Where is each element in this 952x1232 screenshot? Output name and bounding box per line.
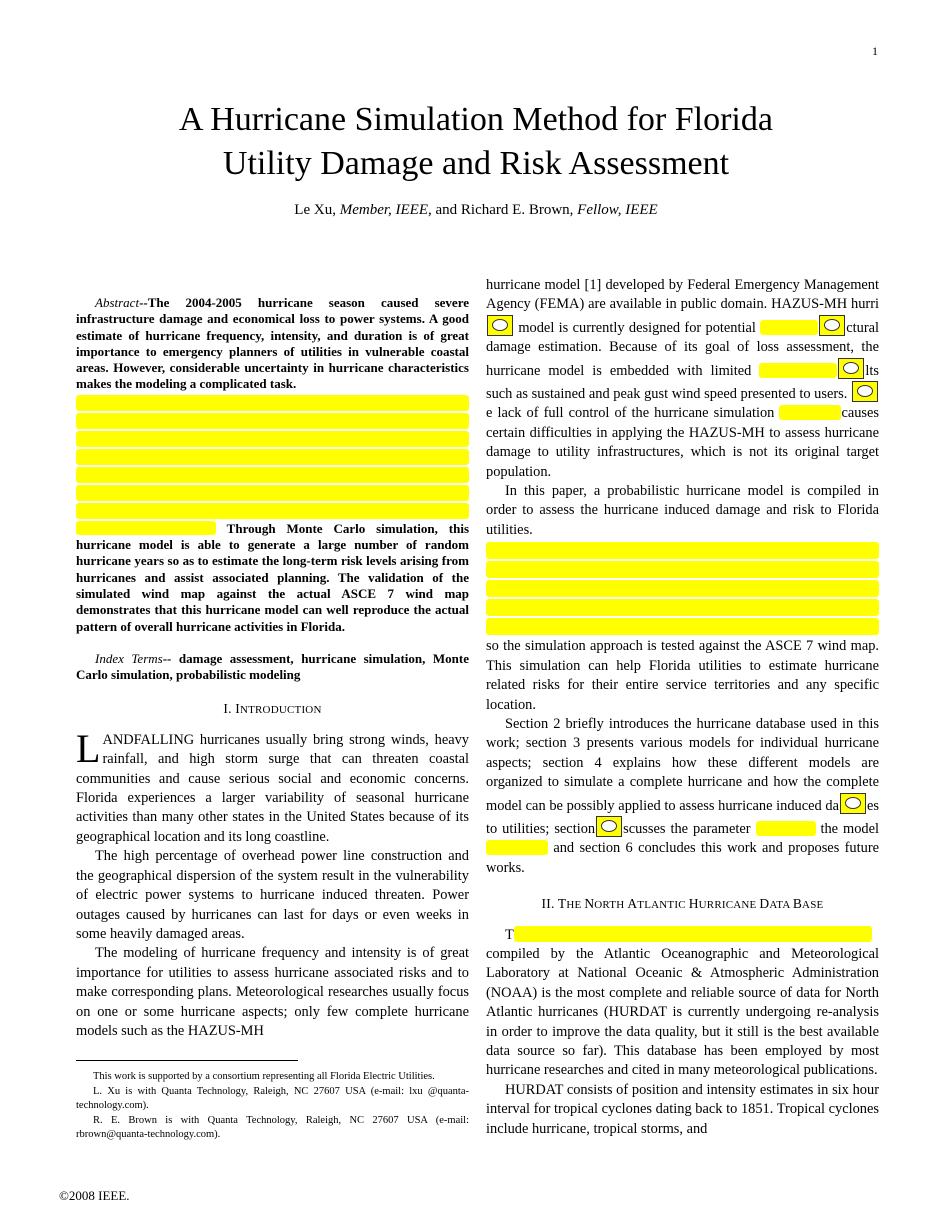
section-1-paragraph-1: LANDFALLING hurricanes usually bring strong winds, heavy rainfall, and high storm surge that can threaten coastal communities and cause serious social and economic concerns. Florida experiences a larger variability of seasonal hurricane activities than many other states in the United States because of its geographical location and its long coastline. xyxy=(76,725,469,845)
author-1-role: Member, IEEE xyxy=(339,202,429,218)
copyright-notice: ©2008 IEEE. xyxy=(59,1188,130,1203)
index-terms: Index Terms-- damage assessment, hurricane simulation, Monte Carlo simulation, probabilistic modeling xyxy=(76,650,469,683)
highlight-mark xyxy=(486,599,879,616)
abstract-redacted-highlight xyxy=(76,395,469,519)
right-column xyxy=(486,276,879,1139)
highlight-mark xyxy=(76,521,216,535)
title-line-2: Utility Damage and Risk Assessment xyxy=(222,145,730,182)
abstract: Abstract--The 2004-2005 hurricane season caused severe infrastructure damage and economical loss to power systems. A good estimate of hurricane frequency, intensity, and duration is of great importance to emergency planners of utilities in vulnerable coastal areas. However, considerable uncertainty in hurricane characteristics makes the modeling a complicated task. xyxy=(76,295,469,392)
footnote-author-1: L. Xu is with Quanta Technology, Raleigh, NC 27607 USA (e-mail: lxu @quanta-technology.com). xyxy=(76,1085,469,1112)
highlight-mark xyxy=(76,413,469,429)
drop-cap: L xyxy=(76,725,101,771)
comment-note-icon[interactable] xyxy=(852,381,878,402)
index-terms-text: damage assessment, hurricane simulation, Monte Carlo simulation, probabilistic modeling xyxy=(76,650,469,683)
highlight-mark xyxy=(76,503,469,519)
section-2-paragraph-1: compiled by the Atlantic Oceanographic and Meteorological Laboratory at National Oceanic & Atmospheric Administration (NOAA) is the most complete and reliable source of data for North Atlantic hurricanes (HURDAT is currently undergoing re-analysis in order to improve the data quality, but it still is the best available data source so far). This database has been employed by most hurricane researches and cited in many meteorological publications. xyxy=(486,945,879,1079)
right-paragraph-3: Section 2 briefly introduces the hurricane database used in this work; section 3 presents various models for individual hurricane aspects; section 4 explains how these different models are organized to simulate a complete hurricane and how the complete model can be possibly applied to assess hurricane induced da es to utilities; section scusses the parameter the model and section 6 concludes this work and proposes future works. xyxy=(486,715,880,876)
highlight-mark xyxy=(486,580,879,597)
highlight-mark xyxy=(514,926,872,942)
footnote-support: This work is supported by a consortium representing all Florida Electric Utilities. xyxy=(93,1071,435,1082)
highlight-mark xyxy=(76,395,469,411)
right-paragraph-1: hurricane model [1] developed by Federal Emergency Management Agency (FEMA) are available in public domain. HAZUS-MH hurri model is currently designed for potential ctural damage estimation. Because of its goal of loss assessment, the hurricane model is embedded with limited lts such as sustained and peak gust wind speed presented to users. e lack of full control of the hurricane simulation causes certain difficulties in applying the HAZUS-MH to assess hurricane damage to utility infrastructures, which is not its original target population. xyxy=(486,277,879,480)
right-paragraph-2-continued: so the simulation approach is tested against the ASCE 7 wind map. This simulation can help Florida utilities to estimate hurricane related risks for their entire service territories and any specific location. xyxy=(486,638,879,713)
author-1: Le Xu, xyxy=(294,202,340,218)
footnote-author-2: R. E. Brown is with Quanta Technology, Raleigh, NC 27607 USA (e-mail: rbrown@quanta-technology.com). xyxy=(76,1114,469,1141)
right-paragraph-2-redacted-highlight xyxy=(486,542,879,635)
abstract-label: Abstract xyxy=(95,295,140,310)
comment-note-icon[interactable] xyxy=(838,358,864,379)
comment-note-icon[interactable] xyxy=(819,315,845,336)
author-2-role: Fellow, IEEE xyxy=(577,202,658,218)
highlight-mark xyxy=(486,618,879,635)
highlight-mark xyxy=(486,561,879,578)
comment-note-icon[interactable] xyxy=(596,816,622,837)
comment-note-icon[interactable] xyxy=(487,315,513,336)
abstract-text-1: The 2004-2005 hurricane season caused severe infrastructure damage and economical loss to power systems. A good estimate of hurricane frequency, intensity, and duration is of great importance to emergency planners of utilities in vulnerable coastal areas. However, considerable uncertainty in hurricane characteristics makes the modeling a complicated task. xyxy=(76,295,469,392)
comment-note-icon[interactable] xyxy=(840,793,866,814)
highlight-mark xyxy=(760,320,818,335)
page-number: 1 xyxy=(872,44,878,58)
author-line xyxy=(76,202,876,219)
title-line-1: A Hurricane Simulation Method for Florida xyxy=(179,101,773,138)
highlight-mark xyxy=(759,363,837,378)
highlight-mark xyxy=(486,840,548,855)
section-1-paragraph-3: The modeling of hurricane frequency and intensity is of great importance for utilities to assess hurricane associated risks and to make corresponding plans. Meteorological researches usually focus on one or some hurricane aspects; only few complete hurricane models such as the HAZUS-MH xyxy=(76,945,469,1039)
section-2-heading: II. THE NORTH ATLANTIC HURRICANE DATA BASE xyxy=(541,896,824,912)
highlight-mark xyxy=(76,449,469,465)
section-1-heading: I. INTRODUCTION xyxy=(223,701,322,717)
highlight-mark xyxy=(486,542,879,559)
section-1-paragraph-2: The high percentage of overhead power line construction and the geographical dispersion of the system result in the vulnerability of electric power systems to hurricane induced threaten. Power outages caused by hurricanes can last for days or even weeks in some heavily damaged areas. xyxy=(76,848,469,942)
right-paragraph-2: In this paper, a probabilistic hurricane model is compiled in order to assess the hurricane induced damage and risk to Florida utilities. xyxy=(486,483,879,538)
left-column xyxy=(76,295,469,1041)
highlight-mark xyxy=(76,467,469,483)
paper-title xyxy=(76,98,876,186)
footnotes xyxy=(76,1070,469,1143)
highlight-mark xyxy=(779,405,841,420)
footnote-rule xyxy=(76,1060,298,1061)
highlight-mark xyxy=(76,431,469,447)
section-2-paragraph-2: HURDAT consists of position and intensity estimates in six hour interval for tropical cyclones dating back to 1851. Tropical cyclones include hurricane, tropical storms, and xyxy=(486,1081,879,1137)
author-conjunction: , and Richard E. Brown, xyxy=(428,202,578,218)
abstract-continued xyxy=(76,521,469,635)
abstract-text-2: Through Monte Carlo simulation, this hurricane model is able to generate a large number of random hurricane years so as to estimate the long-term risk levels arising from hurricanes and assist associated planning. The validation of the simulated wind map against the actual ASCE 7 wind map demonstrates that this hurricane model can well reproduce the actual pattern of overall hurricane activities in Florida. xyxy=(76,520,470,634)
highlight-mark xyxy=(756,821,816,836)
highlight-mark xyxy=(76,485,469,501)
section-2-paragraph-1-start: T xyxy=(486,926,879,945)
index-terms-label: Index Terms xyxy=(95,650,163,666)
